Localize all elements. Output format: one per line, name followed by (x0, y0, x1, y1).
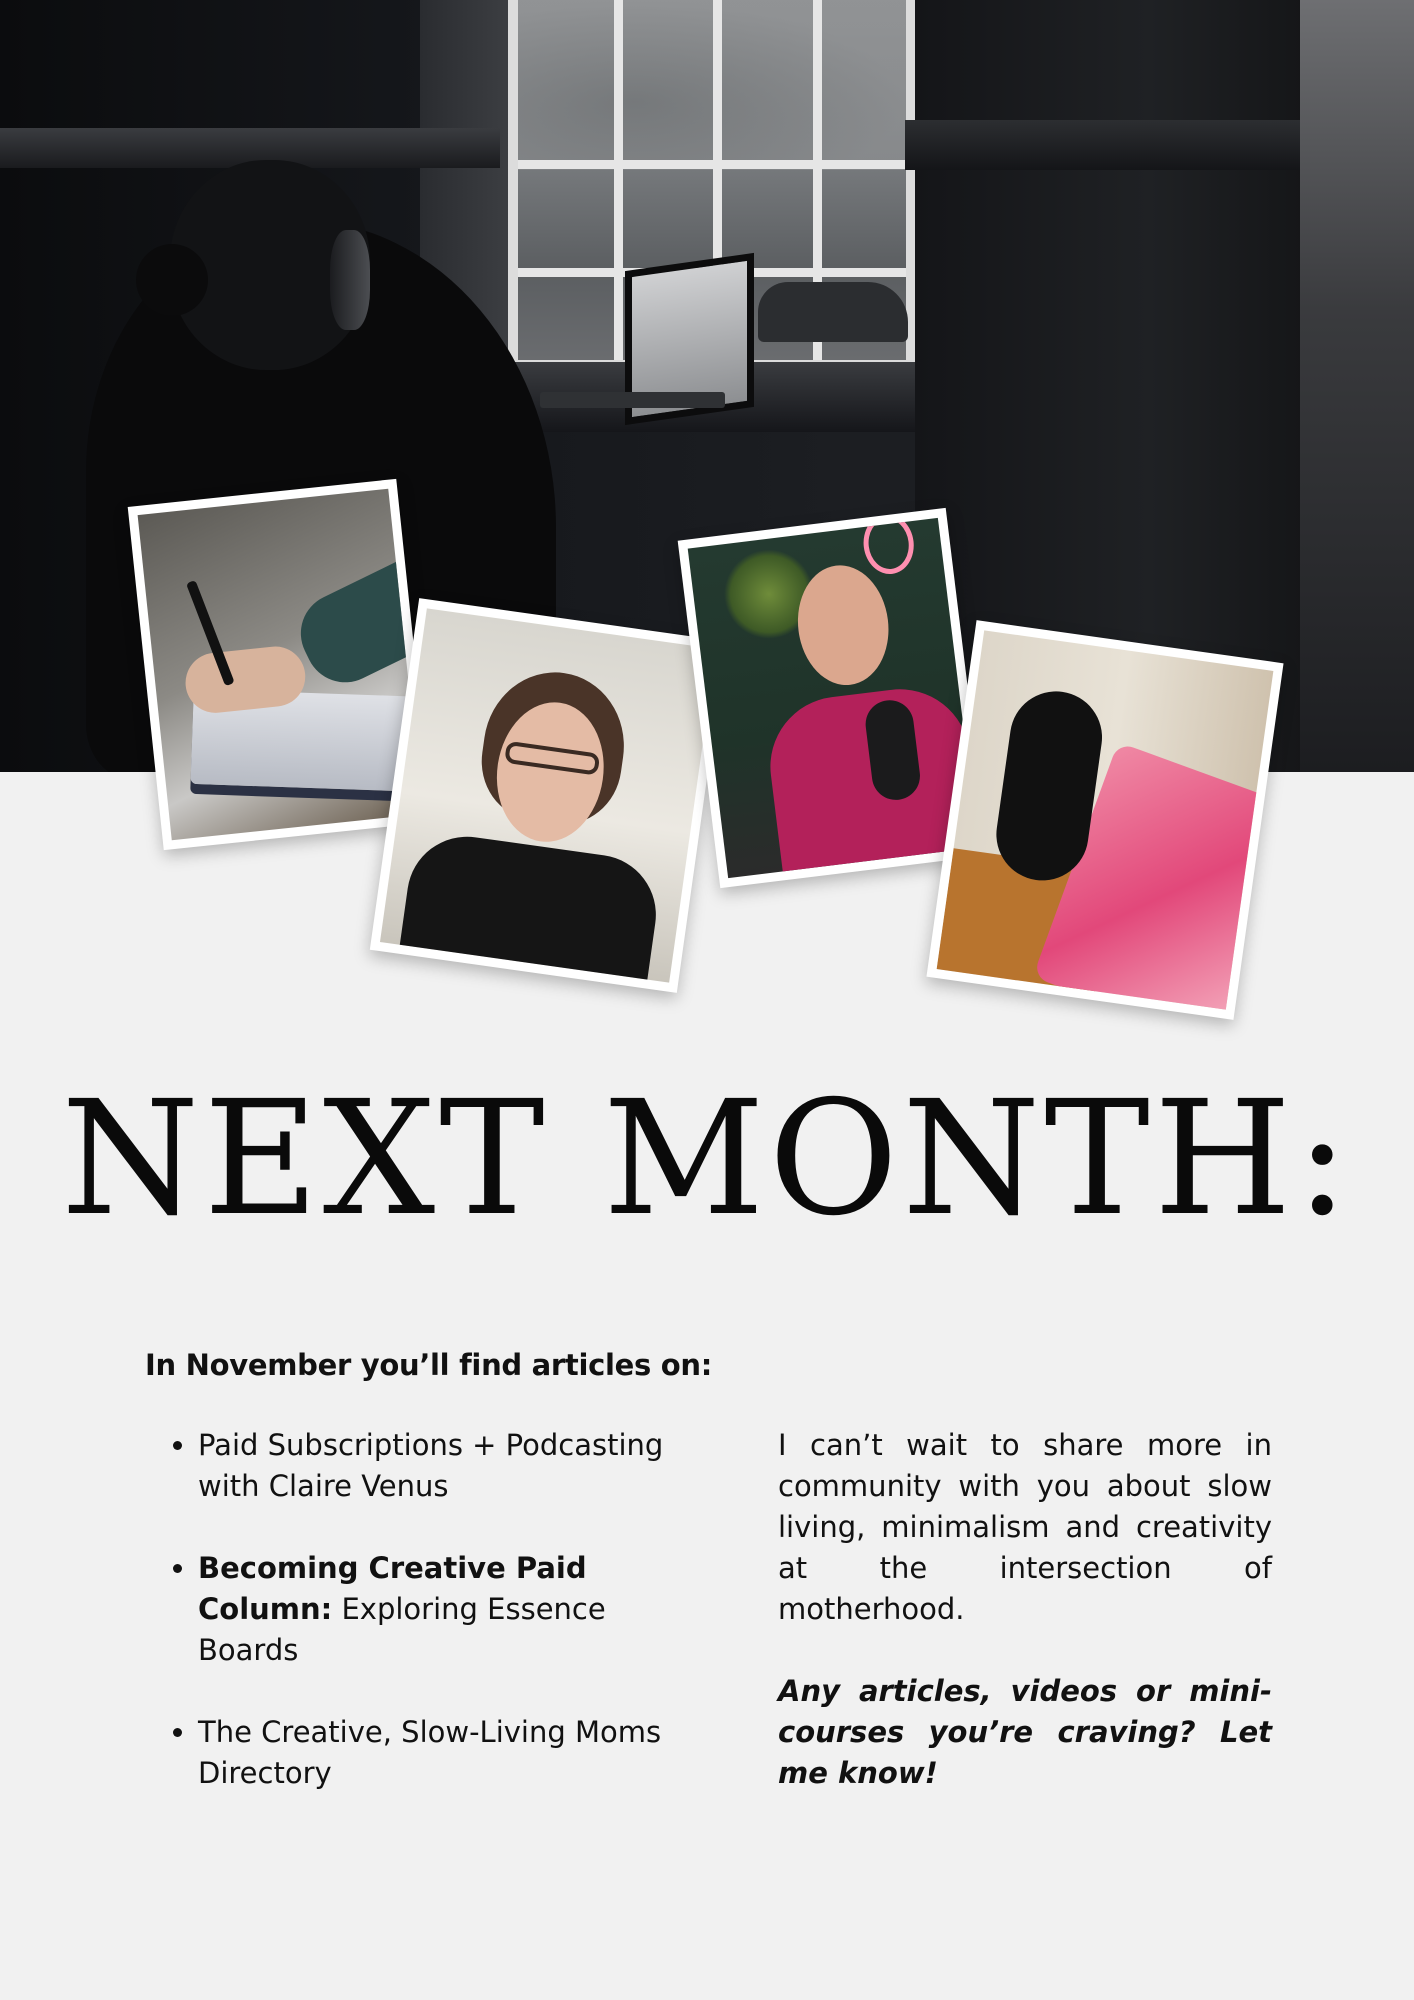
portrait-photo (380, 608, 716, 982)
microphone-photo (937, 630, 1274, 1009)
closing-paragraph: I can’t wait to share more in community with you about slow living, minimalism and creativity at the intersection of motherhood. (778, 1428, 1272, 1626)
list-item (198, 1425, 695, 1507)
podcaster-photo (688, 518, 979, 878)
list-item (198, 1548, 695, 1671)
article-list (155, 1425, 695, 1794)
window-mullion (518, 160, 906, 169)
call-to-action: Any articles, videos or mini-courses you’re craving? Let me know! (778, 1674, 1272, 1790)
face-highlight (330, 230, 370, 330)
writing-photo (138, 489, 423, 841)
polaroid-portrait-photo (370, 598, 726, 993)
list-item-text: Exploring Essence Boards (198, 1592, 606, 1667)
page-title: NEXT MONTH: (61, 1067, 1353, 1251)
list-item-text: The Creative, Slow-Living Moms Directory (198, 1715, 662, 1790)
polaroid-microphone-photo (926, 620, 1283, 1020)
polaroid-writing-photo (128, 479, 433, 850)
lit-wall (1300, 0, 1414, 772)
intro-heading: In November you’ll find articles on: (145, 1348, 713, 1382)
closing-column (778, 1425, 1272, 1835)
window-mullion (614, 0, 623, 360)
article-list-column (155, 1425, 695, 1835)
window-trees (518, 0, 906, 170)
parked-car (758, 282, 908, 342)
list-item (198, 1712, 695, 1794)
neon-sign (860, 518, 917, 577)
laptop-base (540, 392, 725, 408)
list-item-text: Paid Subscriptions + Podcasting with Claire Venus (198, 1428, 664, 1503)
polaroid-podcaster-photo (678, 508, 989, 888)
sleeve (287, 558, 422, 696)
hair-bun (136, 244, 208, 316)
shirt (398, 829, 664, 983)
list-item-bold: Becoming Creative Paid Column: (198, 1551, 587, 1626)
wall-trim (905, 120, 1305, 170)
